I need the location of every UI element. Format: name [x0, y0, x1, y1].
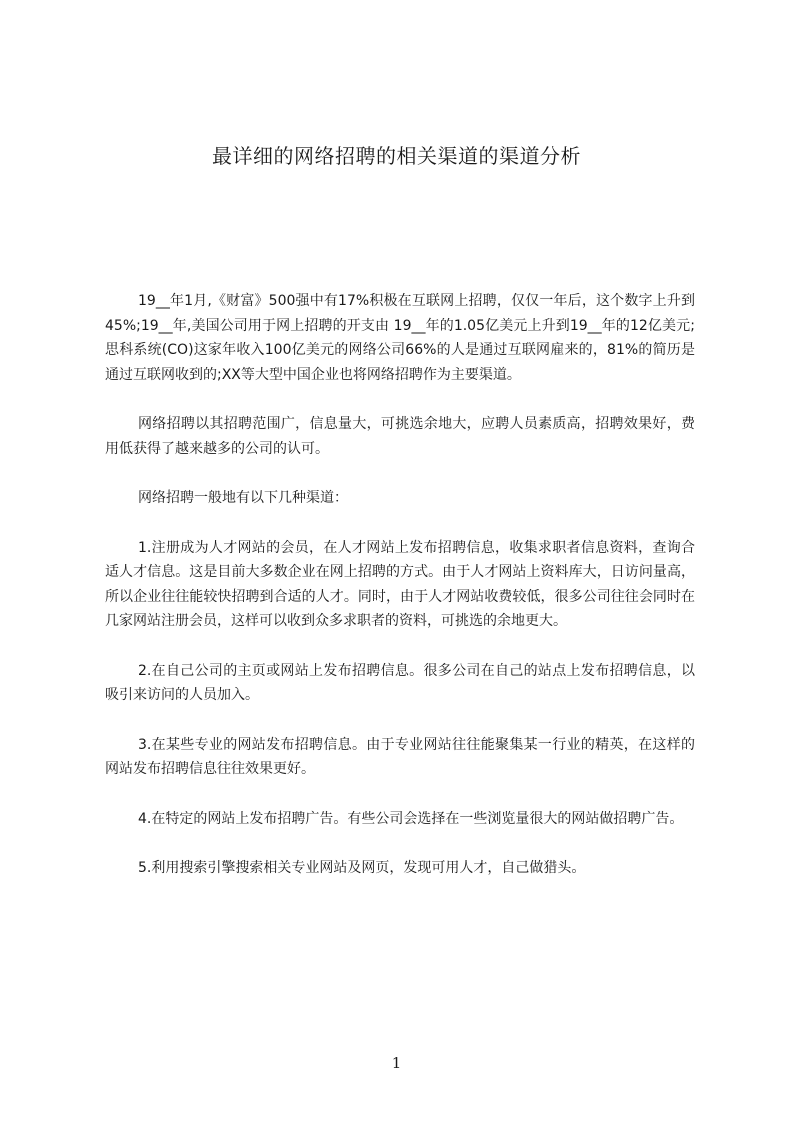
paragraph-statistics: 19__年1月,《财富》500强中有17%积极在互联网上招聘，仅仅一年后，这个数字上升到45%;19__年,美国公司用于网上招聘的开支由 19__年的1.05亿美元上升到19__年的12亿美元;思科系统(CO)这家年收入100亿美元的网络公司66%的人是通过互联网雇来的，81%的简历是通过互联网收到的;XX等大型中国企业也将网络招聘作为主要渠道。	[105, 293, 695, 383]
paragraph-advantages: 网络招聘以其招聘范围广，信息量大，可挑选余地大，应聘人员素质高，招聘效果好，费用低获得了越来越多的公司的认可。	[105, 416, 695, 457]
paragraph-channel-3: 3.在某些专业的网站发布招聘信息。由于专业网站往往能聚集某一行业的精英，在这样的网站发布招聘信息往往效果更好。	[105, 736, 695, 777]
document-title: 最详细的网络招聘的相关渠道的渠道分析	[212, 144, 581, 168]
paragraph-channel-5: 5.利用搜索引擎搜索相关专业网站及网页，发现可用人才，自己做猎头。	[138, 860, 586, 876]
paragraph-channels-intro: 网络招聘一般地有以下几种渠道：	[138, 490, 348, 506]
paragraph-channel-2: 2.在自己公司的主页或网站上发布招聘信息。很多公司在自己的站点上发布招聘信息，以吸引来访问的人员加入。	[105, 662, 695, 703]
page-number: 1	[391, 1054, 402, 1072]
paragraph-channel-1: 1.注册成为人才网站的会员，在人才网站上发布招聘信息，收集求职者信息资料，查询合适人才信息。这是目前大多数企业在网上招聘的方式。由于人才网站上资料库大，日访问量高，所以企业往往能较快招聘到合适的人才。同时，由于人才网站收费较低，很多公司往往会同时在几家网站注册会员，这样可以收到众多求职者的资料，可挑选的余地更大。	[105, 539, 695, 629]
document-body	[105, 289, 695, 906]
paragraph-channel-4: 4.在特定的网站上发布招聘广告。有些公司会选择在一些浏览量很大的网站做招聘广告。	[138, 810, 684, 827]
